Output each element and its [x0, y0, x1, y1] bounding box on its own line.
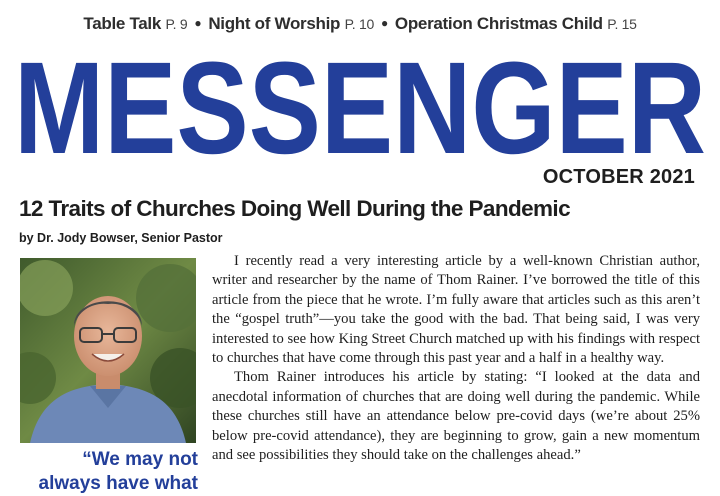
- author-photo: [20, 258, 196, 443]
- article-body: [212, 252, 700, 465]
- teaser-night-of-worship[interactable]: Night of Worship P. 10: [208, 14, 374, 33]
- article-paragraph: Thom Rainer introduces his article by stating: “I looked at the data and anecdotal information of churches that are doing well during the pandemic. While these churches still have an attendance below pre-covid days (we’re about 25% below pre-covid attendance), they are beginning to grow, gain a new momentum and see possibilities they should take on the challenges ahead.”: [212, 369, 700, 464]
- article-byline: by Dr. Jody Bowser, Senior Pastor: [19, 231, 223, 245]
- teaser-bar: [0, 14, 720, 34]
- article-paragraph: I recently read a very interesting article by a well-known Christian author, writer and researcher by the name of Thom Rainer. I’ve borrowed the title of this article from the piece that he wrote. I’m fully aware that articles such as this aren’t the “gospel truth”—you take the good with the bad. That being said, I was very interested to see how King Street Church matched up with his findings with respect to churches that have come through this past year and a half in a healthy way.: [212, 253, 700, 367]
- bullet-icon: ●: [380, 16, 388, 30]
- pull-quote: [20, 448, 198, 496]
- masthead-title: [14, 52, 706, 162]
- issue-date: OCTOBER 2021: [542, 166, 695, 188]
- pull-quote-line: always have what: [38, 473, 198, 494]
- article-headline: 12 Traits of Churches Doing Well During the Pandemic: [19, 196, 570, 221]
- teaser-table-talk[interactable]: Table Talk P. 9: [83, 14, 188, 33]
- masthead-text: MESSENGER: [14, 52, 706, 162]
- teaser-operation-christmas-child[interactable]: Operation Christmas Child P. 15: [394, 14, 637, 33]
- bullet-icon: ●: [194, 16, 202, 30]
- pull-quote-line: “We may not: [82, 449, 198, 470]
